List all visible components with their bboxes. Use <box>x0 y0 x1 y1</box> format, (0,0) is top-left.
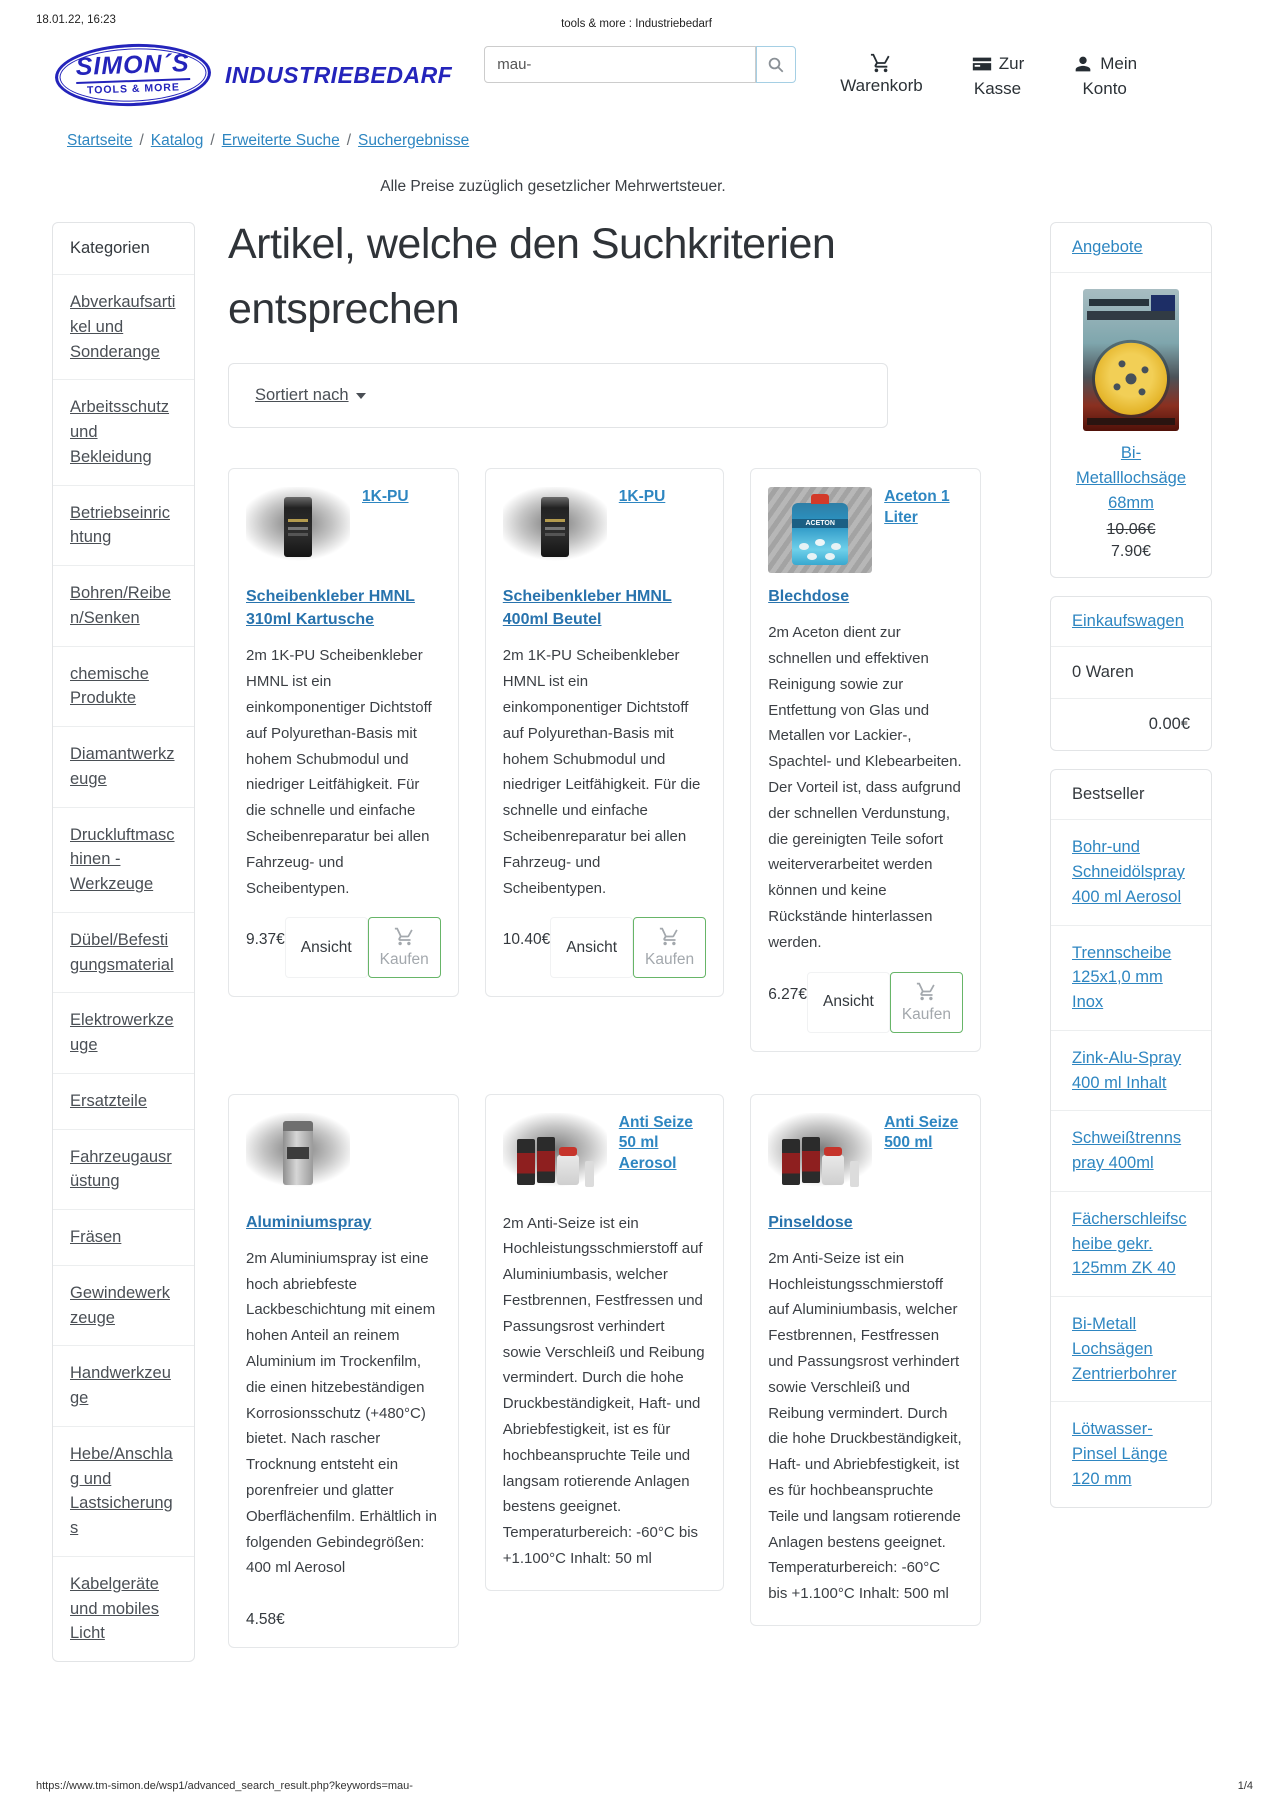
product-price: 10.40€ <box>502 931 551 949</box>
chevron-down-icon <box>356 393 366 399</box>
breadcrumb-link-startseite[interactable]: Startseite <box>67 132 133 149</box>
breadcrumb-separator: / <box>210 132 215 149</box>
checkout-nav-label-top: Zur <box>998 54 1025 73</box>
product-title-link[interactable]: Pinseldose <box>768 1213 853 1231</box>
cart-item-count: 0 Waren <box>1072 663 1134 682</box>
product-description: 2m Anti-Seize ist ein Hochleistungsschmierstoff auf Aluminiumbasis, welcher Festbrennen, Festfressen und Passungsrost verhindert sowie Verschleiß und Reibung vermindert. Durch die hohe Druckbeständigkeit, Haft- und Abriebfestigkeit, ist es für hochbeanspruchte Teile und langsam rotierende Anlagen bestens geeignet. Temperaturbereich: -60°C bis +1.100°C Inhalt: 50 ml <box>502 1214 705 1567</box>
logo-brand: SIMON´S <box>75 49 191 81</box>
account-nav-label-bottom: Konto <box>1082 78 1127 98</box>
print-title: tools & more : Industriebedarf <box>561 18 712 30</box>
view-button[interactable]: Ansicht <box>550 917 633 978</box>
content <box>0 222 1273 1662</box>
sidebar-item-fahrzeugausruestung[interactable]: Fahrzeugausrüstung <box>53 1130 194 1211</box>
bestseller-item-faecherschleifscheibe[interactable]: Fächerschleifscheibe gekr. 125mm ZK 40 <box>1051 1192 1211 1297</box>
bestseller-item-loetwasser-pinsel[interactable]: Lötwasser-Pinsel Länge 120 mm <box>1072 1420 1168 1488</box>
product-card <box>485 468 724 997</box>
product-category-link[interactable]: Anti Seize 500 ml <box>884 1113 959 1152</box>
user-icon <box>1072 53 1094 75</box>
product-card <box>228 1094 459 1649</box>
bestseller-panel <box>1050 769 1212 1507</box>
product-image <box>246 1113 350 1199</box>
product-description: 2m 1K-PU Scheibenkleber HMNL ist ein einkomponentiger Dichtstoff auf Polyurethan-Basis mit hohem Schubmodul und niedriger Leitfähigkeit. Für die schnelle und einfache Scheibenreparatur bei allen Fahrzeug- und Scheibentypen. <box>246 647 432 897</box>
categories-title: Kategorien <box>53 223 194 275</box>
account-nav-button[interactable] <box>1072 52 1137 101</box>
account-nav-label-top: Mein <box>1100 54 1138 73</box>
product-price: 9.37€ <box>246 931 285 949</box>
product-price: 4.58€ <box>246 1611 285 1629</box>
breadcrumb-separator: / <box>139 132 144 149</box>
cart-panel <box>1050 596 1212 751</box>
product-description: 2m Aluminiumspray ist eine hoch abriebfeste Lackbeschichtung mit einem hohen Anteil an reinem Aluminium im Trockenfilm, die einen hitzebeständigen Korrosionsschutz (+480°C) bietet. Nach rascher Trocknung entsteht ein porenfreier und glatter Oberflächenfilm. Erhältlich in folgenden Gebindegrößen: 400 ml Aerosol <box>246 1249 437 1577</box>
product-image <box>503 1113 607 1199</box>
offer-product-link[interactable]: Bi-Metalllochsäge 68mm <box>1075 444 1187 512</box>
logo[interactable] <box>55 44 452 106</box>
print-datetime: 18.01.22, 16:23 <box>36 14 116 26</box>
buy-button-label: Kaufen <box>645 951 695 969</box>
sidebar-item-arbeitsschutz[interactable]: Arbeitsschutz und Bekleidung <box>53 380 194 485</box>
product-card <box>750 468 981 1052</box>
sidebar-item-kabelgeraete[interactable]: Kabelgeräte und mobiles Licht <box>70 1574 159 1643</box>
credit-card-icon <box>971 53 993 75</box>
sidebar-item-bohren[interactable]: Bohren/Reiben/Senken <box>53 566 194 647</box>
search-icon <box>767 56 785 74</box>
cart-icon <box>870 52 892 74</box>
sidebar-item-chemische-produkte[interactable]: chemische Produkte <box>53 647 194 728</box>
product-grid <box>228 468 962 1648</box>
offer-product-image <box>1083 289 1179 431</box>
breadcrumb <box>0 106 1273 150</box>
sidebar-item-handwerkzeuge[interactable]: Handwerkzeuge <box>53 1346 194 1427</box>
sort-dropdown[interactable] <box>255 386 366 404</box>
print-page-number: 1/4 <box>1237 1780 1253 1792</box>
product-price: 6.27€ <box>768 985 807 1003</box>
sidebar-item-betriebseinrichtung[interactable]: Betriebseinrichtung <box>53 486 194 567</box>
product-title-link[interactable]: Aluminiumspray <box>246 1213 372 1231</box>
buy-button-label: Kaufen <box>901 1005 951 1023</box>
bestseller-item-bimetall-lochsaegen[interactable]: Bi-Metall Lochsägen Zentrierbohrer <box>1051 1297 1211 1402</box>
sidebar-item-druckluftmaschinen[interactable]: Druckluftmaschinen - Werkzeuge <box>53 808 194 913</box>
vat-notice: Alle Preise zuzüglich gesetzlicher Mehrwertsteuer. <box>380 178 726 195</box>
breadcrumb-link-erweiterte-suche[interactable]: Erweiterte Suche <box>221 132 340 149</box>
product-category-link[interactable]: 1K-PU <box>618 488 666 505</box>
product-description: 2m Anti-Seize ist ein Hochleistungsschmierstoff auf Aluminiumbasis, welcher Festbrennen, Festfressen und Passungsrost verhindert sowie Verschleiß und Reibung vermindert. Durch die hohe Druckbeständigkeit, Haft- und Abriebfestigkeit, ist es für hochbeanspruchte Teile und langsam rotierende Anlagen bestens geeignet. Temperaturbereich: -60°C bis +1.100°C Inhalt: 500 ml <box>768 1249 962 1603</box>
search-results <box>228 220 962 1648</box>
view-button[interactable]: Ansicht <box>807 972 890 1033</box>
bestseller-title: Bestseller <box>1051 770 1211 820</box>
cart-icon <box>916 981 937 1002</box>
buy-button[interactable] <box>890 972 963 1033</box>
sidebar-item-gewindewerkzeuge[interactable]: Gewindewerkzeuge <box>53 1266 194 1347</box>
sidebar-item-duebel[interactable]: Dübel/Befestigungsmaterial <box>53 913 194 994</box>
product-card <box>750 1094 981 1626</box>
breadcrumb-link-katalog[interactable]: Katalog <box>150 132 204 149</box>
product-card <box>485 1094 724 1591</box>
cart-nav-button[interactable] <box>840 52 923 101</box>
sidebar-item-diamantwerkzeuge[interactable]: Diamantwerkzeuge <box>53 727 194 808</box>
product-description: 2m Aceton dient zur schnellen und effektiven Reinigung sowie zur Entfettung von Glas und Metallen vor Lackier-, Spachtel- und Klebearbeiten. Der Vorteil ist, dass aufgrund der schnellen Verdunstung, die gereinigten Teile sofort weiterverarbeitet werden können und keine Rückstände hinterlassen werden. <box>768 624 962 951</box>
product-title-link[interactable]: Scheibenkleber HMNL 400ml Beutel <box>502 588 672 629</box>
sidebar-item-ersatzteile[interactable]: Ersatzteile <box>53 1074 194 1130</box>
product-category-link[interactable]: Anti Seize 50 ml Aerosol <box>618 1113 693 1173</box>
header-nav <box>840 44 1137 101</box>
product-title-link[interactable]: Scheibenkleber HMNL 310ml Kartusche <box>246 588 415 629</box>
offers-title-link[interactable]: Angebote <box>1072 238 1143 256</box>
logo-oval <box>54 41 212 108</box>
product-card <box>228 468 459 997</box>
product-category-link[interactable]: 1K-PU <box>362 488 409 505</box>
breadcrumb-separator: / <box>346 132 352 149</box>
sidebar-item-elektrowerkzeuge[interactable]: Elektrowerkzeuge <box>53 993 194 1074</box>
buy-button[interactable] <box>633 917 706 978</box>
checkout-nav-label-bottom: Kasse <box>973 78 1022 98</box>
offer-price: 7.90€ <box>1110 543 1152 561</box>
sort-dropdown-label: Sortiert nach <box>255 386 349 404</box>
offer-old-price: 10.06€ <box>1106 521 1156 539</box>
buy-button-label: Kaufen <box>379 951 429 969</box>
sidebar-item-abverkaufsartikel[interactable]: Abverkaufsartikel und Sonderange <box>53 275 194 380</box>
product-image <box>503 487 607 573</box>
breadcrumb-link-suchergebnisse[interactable]: Suchergebnisse <box>358 132 470 149</box>
sidebar-item-fraesen[interactable]: Fräsen <box>53 1210 194 1266</box>
categories-panel <box>52 222 195 1662</box>
sort-box <box>228 363 888 428</box>
bestseller-item-schweisstrennspray[interactable]: Schweißtrennspray 400ml <box>1051 1111 1211 1192</box>
cart-panel-link[interactable]: Einkaufswagen <box>1072 612 1184 631</box>
bestseller-item-bohr-schneidoelspray[interactable]: Bohr-und Schneidölspray 400 ml Aerosol <box>1051 820 1211 925</box>
sidebar-item-hebe-anschlag[interactable]: Hebe/Anschlag und Lastsicherungs <box>53 1427 194 1557</box>
search-button[interactable] <box>756 46 796 83</box>
offers-panel <box>1050 222 1212 578</box>
logo-subtitle: TOOLS & MORE <box>76 78 190 97</box>
view-button[interactable]: Ansicht <box>285 917 368 978</box>
cart-total: 0.00€ <box>1148 715 1190 734</box>
product-category-link[interactable]: Aceton 1 Liter <box>884 488 950 526</box>
buy-button[interactable] <box>368 917 441 978</box>
cart-icon <box>659 926 680 947</box>
right-sidebar <box>1050 222 1212 1526</box>
print-url: https://www.tm-simon.de/wsp1/advanced_search_result.php?keywords=mau- <box>36 1780 413 1792</box>
bestseller-item-trennscheibe[interactable]: Trennscheibe 125x1,0 mm Inox <box>1051 926 1211 1031</box>
cart-nav-label: Warenkorb <box>840 76 923 95</box>
product-description: 2m 1K-PU Scheibenkleber HMNL ist ein einkomponentiger Dichtstoff auf Polyurethan-Basis mit hohem Schubmodul und niedriger Leitfähigkeit. Für die schnelle und einfache Scheibenreparatur bei allen Fahrzeug- und Scheibentypen. <box>502 647 701 897</box>
site-header <box>0 0 1273 106</box>
product-image <box>768 487 872 573</box>
product-title-link[interactable]: Blechdose <box>768 588 850 605</box>
cart-icon <box>394 926 415 947</box>
search-input[interactable] <box>484 46 756 83</box>
product-image <box>246 487 350 573</box>
search-bar <box>484 46 796 83</box>
product-image <box>768 1113 872 1199</box>
logo-wordmark: INDUSTRIEBEDARF <box>224 61 453 88</box>
page-title: Artikel, welche den Suchkriterien entsprechen <box>228 220 836 333</box>
bestseller-item-zink-alu-spray[interactable]: Zink-Alu-Spray 400 ml Inhalt <box>1051 1031 1211 1112</box>
checkout-nav-button[interactable] <box>971 52 1025 101</box>
